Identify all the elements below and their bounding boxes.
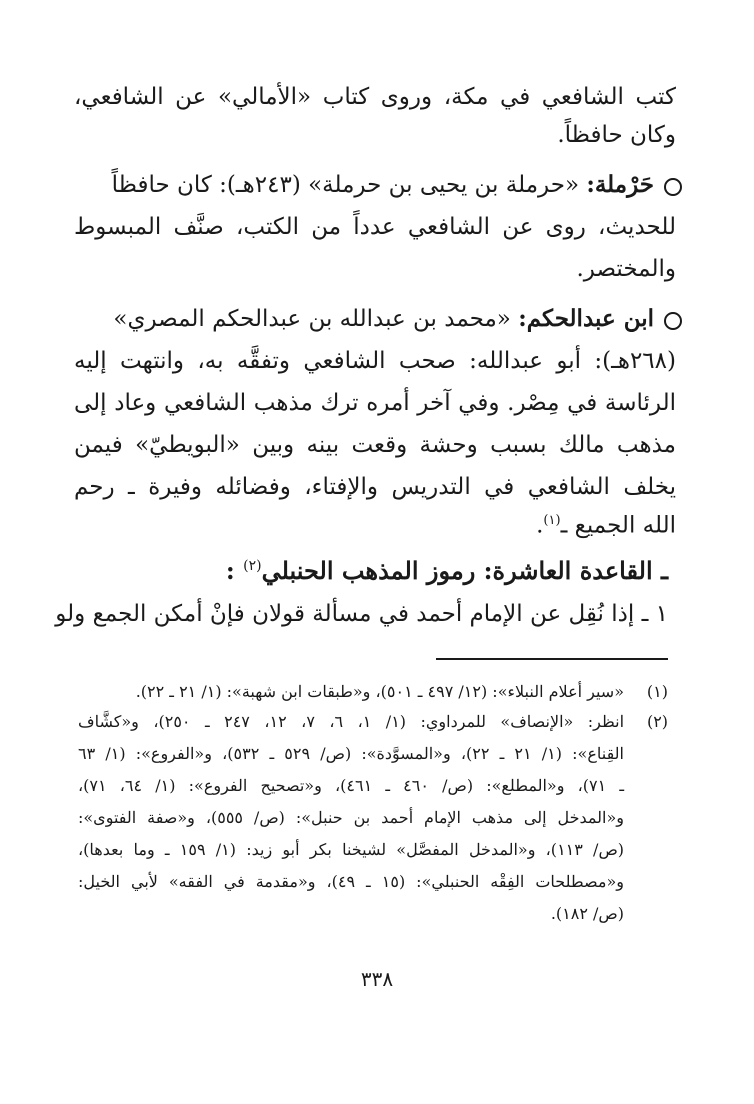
footnote-ref-1: (١) <box>543 513 561 528</box>
footnote-1 <box>136 680 668 704</box>
footnote-ref-2: (٢) <box>243 558 262 574</box>
entry-ibnhakam-line-1 <box>113 302 654 336</box>
intro-line-2: وكان حافظاً. <box>557 122 676 148</box>
bullet-circle-icon <box>664 312 682 330</box>
footnote-1-text: «سير أعلام النبلاء»: (١٢/ ٤٩٧ ـ ٥٠١)، و«طبقات ابن شهبة»: (١/ ٢١ ـ ٢٢). <box>135 682 624 701</box>
entry-harmala-line-3: والمختصر. <box>576 256 676 282</box>
rule-heading-colon: : <box>225 556 235 585</box>
footnote-2-line-7: (ص/ ١٨٢). <box>550 904 624 923</box>
footnote-2-text-1: انظر: «الإنصاف» للمرداوي: (١/ ١، ٦، ٧، ١٢، ٢٤٧ ـ ٢٥٠)، و«كشَّاف <box>78 712 625 731</box>
entry-harmala-term: حَرْملة: <box>586 171 654 198</box>
entry-ibnhakam-line-2: (٢٦٨هـ): أبو عبدالله: صحب الشافعي وتفقَّه به، وانتهت إليه <box>74 348 676 374</box>
entry-ibnhakam-text-6: الله الجميع ـ <box>560 512 676 539</box>
footnote-2-number: (٢) <box>646 712 669 731</box>
rule-heading <box>226 548 668 589</box>
period: . <box>536 512 544 539</box>
footnote-2-line-5: (ص/ ١١٣)، و«المدخل المفصَّل» لشيخنا بكر أبو زيد: (١/ ١٥٩ ـ وما بعدها)، <box>78 840 625 859</box>
footnote-2-line-1 <box>78 710 668 734</box>
footnote-1-number: (١) <box>646 682 668 701</box>
footnote-2-line-3: ـ ٧١)، و«المطلع»: (ص/ ٤٦٠ ـ ٤٦١)، و«تصحيح الفروع»: (١/ ٦٤، ٧١)، <box>78 776 625 795</box>
footnote-2-line-6: و«مصطلحات الفِقْه الحنبلي»: (١٥ ـ ٤٩)، و«مقدمة في الفقه» لأبي الخيل: <box>78 872 625 891</box>
entry-ibnhakam-text-1: «محمد بن عبدالله بن عبدالحكم المصري» <box>113 306 511 332</box>
rule-heading-text: ـ القاعدة العاشرة: رموز المذهب الحنبلي <box>261 556 668 585</box>
entry-ibnhakam-term: ابن عبدالحكم: <box>518 305 654 332</box>
intro-line-1: كتب الشافعي في مكة، وروى كتاب «الأمالي» عن الشافعي، <box>74 84 676 110</box>
entry-harmala-line-2: للحديث، روى عن الشافعي عدداً من الكتب، صنَّف المبسوط <box>74 214 676 240</box>
numbered-item-1: ١ ـ إذا نُقِل عن الإمام أحمد في مسألة قولان فإنْ أمكن الجمع ولو <box>55 601 668 627</box>
page-number: ٣٣٨ <box>360 967 394 991</box>
entry-ibnhakam-line-4: مذهب مالك بسبب وحشة وقعت بينه وبين «البويطيّ» فيمن <box>74 432 676 458</box>
bullet-circle-icon <box>664 178 682 196</box>
footnote-divider <box>436 658 668 660</box>
entry-ibnhakam-line-5: يخلف الشافعي في التدريس والإفتاء، وفضائله وفيرة ـ رحم <box>74 474 676 500</box>
entry-harmala-text-1: «حرملة بن يحيى بن حرملة» (٢٤٣هـ): كان حافظاً <box>111 172 580 198</box>
entry-ibnhakam-line-3: الرئاسة في مِصْر. وفي آخر أمره ترك مذهب الشافعي وعاد إلى <box>74 390 676 416</box>
entry-harmala-line-1 <box>112 168 654 202</box>
footnote-2-line-2: القِناع»: (١/ ٢١ ـ ٢٢)، و«المسوَّدة»: (ص/ ٥٢٩ ـ ٥٣٢)، و«الفروع»: (١/ ٦٣ <box>78 744 624 763</box>
entry-ibnhakam-line-6 <box>536 504 676 543</box>
footnote-2-line-4: و«المدخل إلى مذهب الإمام أحمد بن حنبل»: (ص/ ٥٥٥)، و«صفة الفتوى»: <box>78 808 625 827</box>
